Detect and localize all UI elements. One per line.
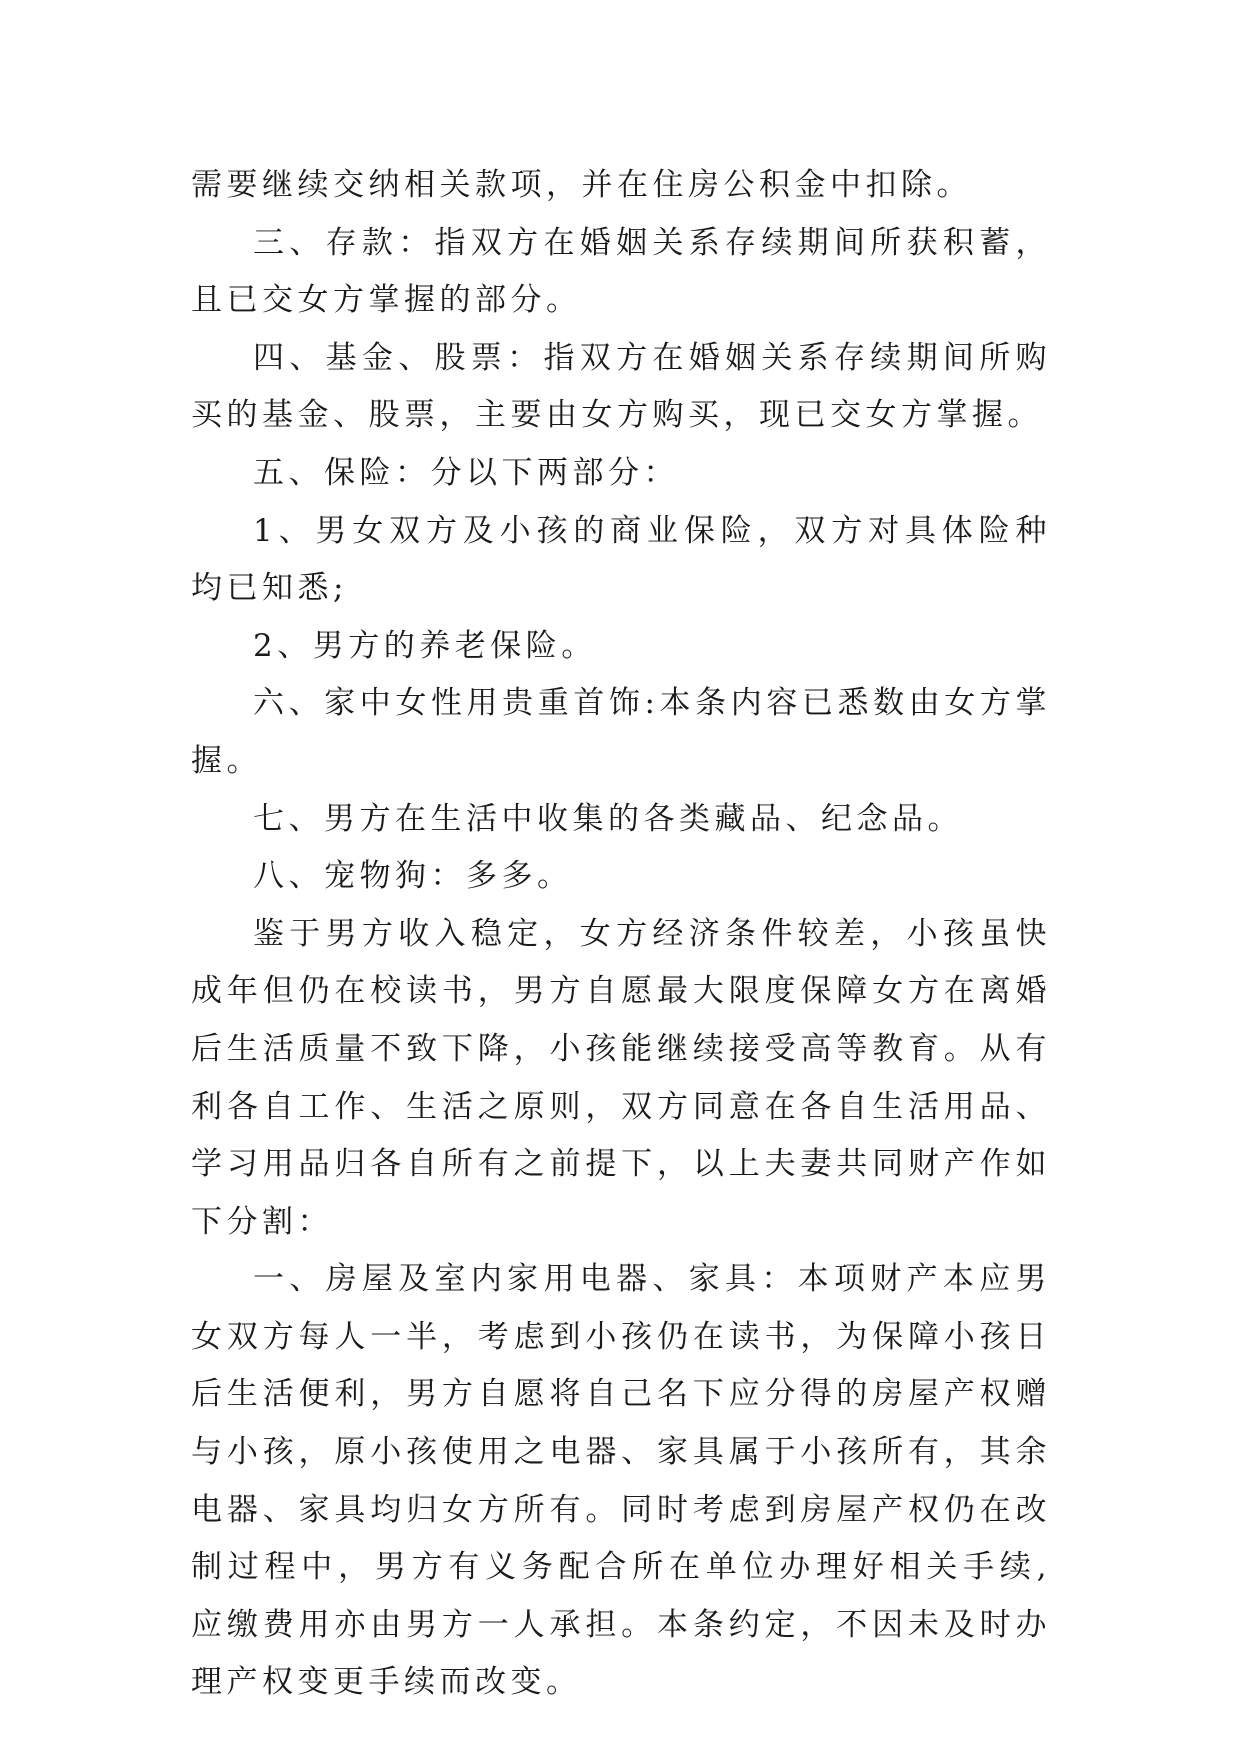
paragraph-insurance-item-2: 2、男方的养老保险。 bbox=[253, 627, 597, 664]
document-body bbox=[191, 157, 1051, 1712]
paragraph-continuation: 需要继续交纳相关款项，并在住房公积金中扣除。 bbox=[191, 167, 972, 203]
paragraph-insurance: 五、保险：分以下两部分： bbox=[253, 454, 679, 491]
paragraph-insurance-item-1: 1、男女双方及小孩的商业保险，双方对具体险种均已知悉; bbox=[191, 512, 1051, 607]
paragraph-collectibles: 七、男方在生活中收集的各类藏品、纪念品。 bbox=[253, 800, 963, 837]
paragraph-jewelry: 六、家中女性用贵重首饰:本条内容已悉数由女方掌握。 bbox=[191, 685, 1051, 779]
paragraph-pet-dog: 八、宠物狗：多多。 bbox=[253, 858, 573, 895]
paragraph-house-furniture: 一、房屋及室内家用电器、家具：本项财产本应男女双方每人一半，考虑到小孩仍在读书，为保障小孩日后生活便利，男方自愿将自己名下应分得的房屋产权赠与小孩，原小孩使用之电器、家具属于小孩所有，其余电器、家具均归女方所有。同时考虑到房屋产权仍在改制过程中，男方有义务配合所在单位办理好相关手续,应缴费用亦由男方一人承担。本条约定，不因未及时办理产权变更手续而改变。 bbox=[191, 1261, 1051, 1701]
paragraph-division-preamble: 鉴于男方收入稳定，女方经济条件较差，小孩虽快成年但仍在校读书，男方自愿最大限度保障女方在离婚后生活质量不致下降，小孩能继续接受高等教育。从有利各自工作、生活之原则，双方同意在各自生活用品、学习用品归各自所有之前提下，以上夫妻共同财产作如下分割： bbox=[191, 915, 1051, 1240]
paragraph-savings: 三、存款：指双方在婚姻关系存续期间所获积蓄，且已交女方掌握的部分。 bbox=[191, 224, 1051, 319]
paragraph-funds-stocks: 四、基金、股票：指双方在婚姻关系存续期间所购买的基金、股票，主要由女方购买，现已交女方掌握。 bbox=[191, 339, 1051, 434]
